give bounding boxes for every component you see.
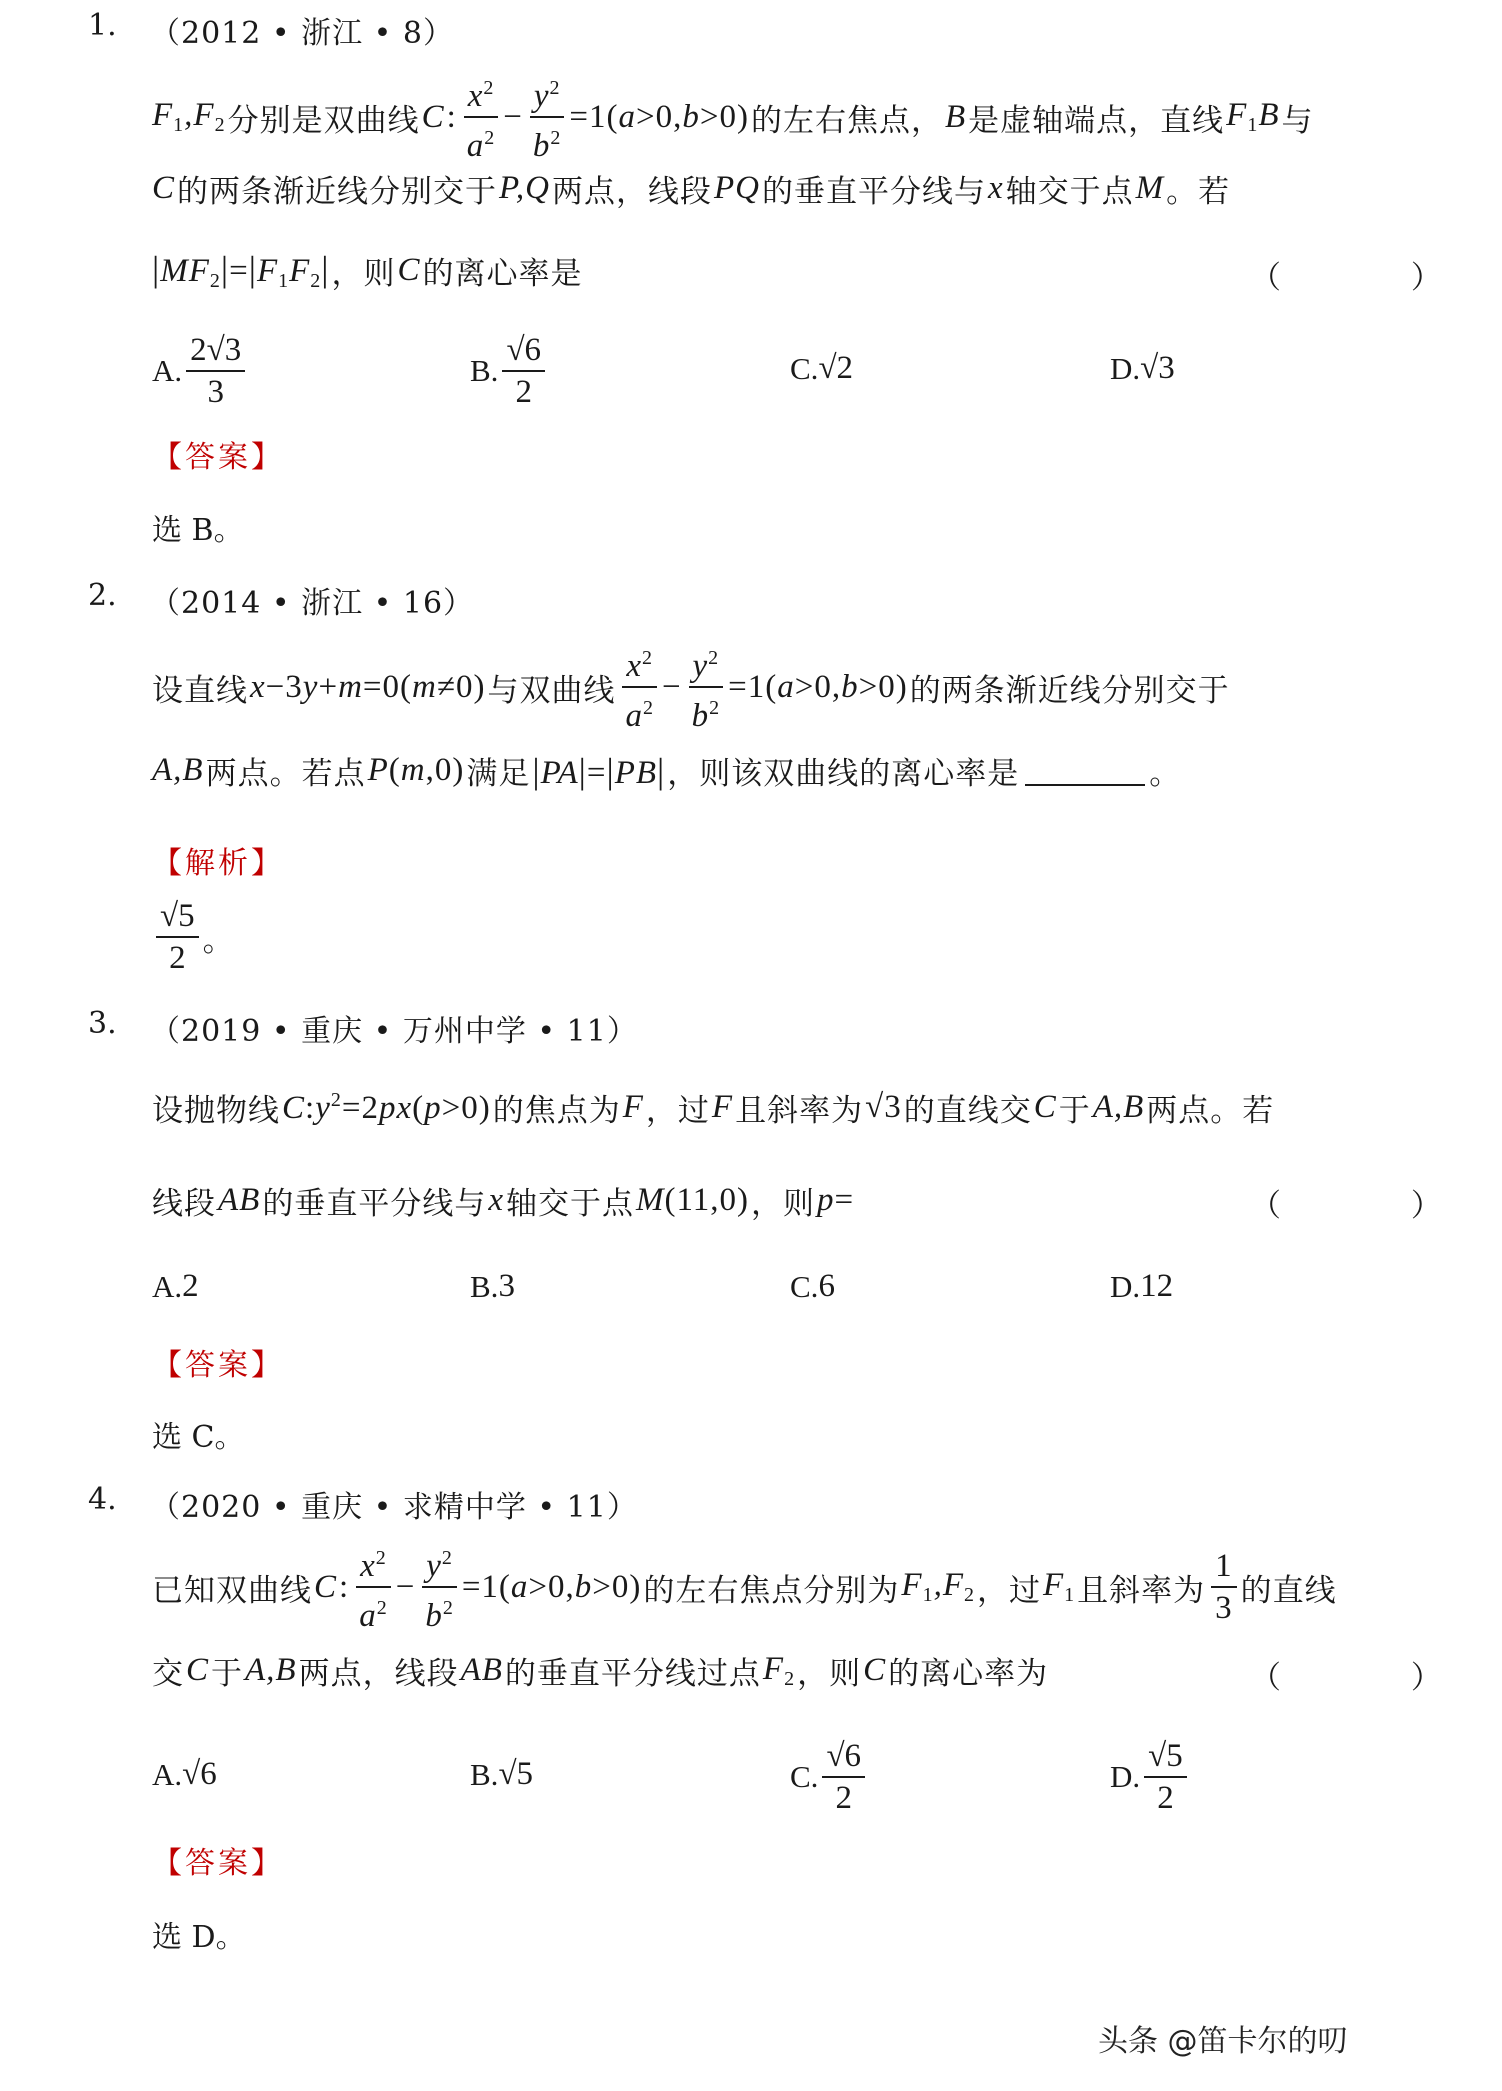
problem-1-option-c (790, 350, 853, 387)
text: 交 (152, 1656, 184, 1692)
text: 于 (211, 1656, 244, 1692)
math-point-p: P(m,0) (367, 752, 465, 788)
text: 的直线 (1240, 1572, 1337, 1609)
text: 设抛物线 (152, 1093, 280, 1129)
text: 的直线交 (903, 1093, 1032, 1129)
option-fraction (822, 1738, 865, 1816)
text: ，则该双曲线的离心率是 (667, 756, 1020, 792)
denominator: 3 (207, 374, 224, 410)
problem-1-line-3 (152, 248, 585, 293)
math-ab: A,B (245, 1652, 297, 1688)
text: 两点，线段 (298, 1656, 459, 1692)
text: 轴交于点 (505, 1186, 634, 1222)
problem-1-option-d (1110, 350, 1175, 387)
option-label: D. (1110, 1759, 1141, 1794)
fraction-y2-b2: $\frac{y^2}{b^2}$ (529, 70, 566, 164)
problem-4-answer: 选 D。 (152, 1920, 246, 1955)
option-label: B. (470, 1268, 499, 1304)
text: 两点。若 (1146, 1093, 1275, 1129)
problem-1-option-a (152, 332, 249, 410)
text: 满足 (466, 756, 531, 792)
math-pq: P,Q (499, 170, 551, 206)
problem-2-answer (152, 898, 234, 976)
text: 的两条渐近线分别交于 (177, 174, 498, 210)
math-f: F (622, 1089, 644, 1125)
fraction-y2-b2: $\frac{y^2}{b^2}$ (688, 640, 725, 734)
math-ab: AB (460, 1652, 503, 1688)
text: 。 (1149, 756, 1182, 792)
text: 的左右焦点， (751, 102, 943, 139)
math-f1f2: $F_1,F_2$ (901, 1567, 975, 1606)
option-fraction (502, 332, 545, 410)
option-value: 2 (182, 1268, 199, 1304)
math-c: C (863, 1652, 887, 1688)
text: 线段 (152, 1186, 216, 1222)
text: ，过 (645, 1093, 710, 1129)
option-fraction (1144, 1738, 1187, 1816)
text: 且斜率为 (1077, 1572, 1206, 1609)
option-label: A. (152, 1268, 183, 1304)
problem-3-option-b (470, 1268, 515, 1305)
equation-rhs: =1(a>0,b>0) (569, 98, 749, 135)
math-b: B (945, 98, 967, 135)
problem-1-option-b (470, 332, 549, 410)
equation-rhs: =1(a>0,b>0) (728, 668, 908, 705)
answer-fraction (156, 898, 199, 976)
option-label: C. (790, 1268, 819, 1304)
numerator: 2√3 (186, 332, 245, 372)
math-pa-eq-pb: |PA|=|PB| (532, 750, 666, 791)
answer-parenthesis: （ ） (1250, 1188, 1502, 1224)
option-label: C. (790, 350, 819, 386)
math-c: C (186, 1652, 210, 1688)
math-c: C (1033, 1089, 1057, 1125)
text: 轴交于点 (1005, 174, 1134, 210)
option-label: A. (152, 1756, 183, 1792)
denominator: 2 (835, 1780, 852, 1816)
denominator: 2 (1157, 1780, 1174, 1816)
problem-4-option-a (152, 1756, 217, 1793)
text: 的焦点为 (492, 1093, 621, 1129)
problem-1-line-1 (152, 70, 1316, 164)
option-label: B. (470, 353, 499, 388)
text: 的左右焦点分别为 (643, 1572, 900, 1609)
text: ，过 (977, 1572, 1041, 1609)
text: 与双曲线 (487, 672, 616, 709)
minus: − (395, 1568, 416, 1605)
problem-4-line-2 (152, 1648, 1050, 1693)
colon: : (446, 98, 457, 135)
text: 的垂直平分线过点 (504, 1656, 761, 1692)
option-value: 3 (498, 1268, 515, 1304)
math-line-equation: x−3y+m=0(m≠0) (250, 668, 486, 705)
math-ab: A,B (152, 752, 204, 788)
option-value: √2 (818, 350, 854, 386)
problem-4-answer-tag: 【答案】 (152, 1846, 284, 1881)
option-value: √3 (1140, 350, 1175, 386)
problem-2-line-2 (152, 748, 1183, 793)
text: 两点。若点 (205, 756, 366, 792)
option-value: √6 (182, 1756, 217, 1792)
text: 与 (1281, 102, 1314, 139)
math-x: x (488, 1182, 504, 1218)
text: 是虚轴端点，直线 (968, 102, 1225, 139)
denominator: 2 (515, 374, 532, 410)
problem-3-option-d (1110, 1268, 1173, 1305)
problem-3-answer: 选 C。 (152, 1420, 245, 1455)
equation-rhs: =1(a>0,b>0) (461, 1568, 642, 1605)
math-p-eq: p= (817, 1182, 855, 1218)
problem-1-line-2 (152, 166, 1232, 211)
math-c: C (152, 170, 176, 206)
math-f1: $F_1$ (1043, 1567, 1076, 1606)
math-f1b: $F_1B$ (1226, 97, 1280, 136)
option-label: B. (470, 1756, 499, 1792)
problem-3-option-a (152, 1268, 199, 1305)
text: 。若 (1166, 174, 1231, 210)
text: ，则 (331, 256, 396, 292)
math-x: x (988, 170, 1004, 206)
numerator: √6 (822, 1738, 865, 1778)
fraction-x2-a2: $\frac{x^2}{a^2}$ (463, 70, 500, 164)
problem-3-number: 3. (88, 1006, 117, 1041)
problem-3-line-1 (152, 1085, 1276, 1130)
problem-4-option-d (1110, 1738, 1191, 1816)
text: 的两条渐近线分别交于 (909, 672, 1230, 709)
fraction-x2-a2: $\frac{x^2}{a^2}$ (621, 640, 658, 734)
problem-2-line-1 (152, 640, 1232, 734)
problem-2-analysis-tag: 【解析】 (152, 846, 284, 881)
problem-3-option-c (790, 1268, 835, 1305)
option-value: 6 (818, 1268, 835, 1304)
problem-4-option-b (470, 1756, 533, 1793)
minus: − (661, 668, 682, 705)
numerator: √5 (1144, 1738, 1187, 1778)
option-value: √5 (498, 1756, 534, 1792)
problem-1-number: 1. (88, 8, 117, 43)
problem-1-answer: 选 B。 (152, 513, 244, 548)
option-value: 12 (1140, 1268, 1174, 1304)
text: 的离心率是 (422, 256, 583, 292)
problem-3-source: （2019 • 重庆 • 万州中学 • 11） (150, 1014, 638, 1049)
text: 于 (1058, 1093, 1091, 1129)
math-c: C (397, 252, 421, 288)
numerator: √6 (502, 332, 545, 372)
math-c: C (421, 98, 445, 135)
text: 分别是双曲线 (227, 102, 420, 139)
problem-4-source: （2020 • 重庆 • 求精中学 • 11） (150, 1490, 638, 1525)
answer-end: 。 (202, 922, 234, 959)
math-sqrt3: √3 (865, 1089, 902, 1125)
math-f1: $F_1,F_2$ (152, 97, 226, 136)
text: 的离心率为 (888, 1656, 1049, 1692)
problem-3-line-2 (152, 1178, 856, 1223)
answer-parenthesis: （ ） (1250, 1660, 1502, 1696)
math-pq: PQ (714, 170, 761, 206)
math-ab: A,B (1092, 1089, 1145, 1125)
math-mf2-eq-f1f2: $|MF_2|=|F_1F_2|$ (152, 249, 330, 292)
math-ab: AB (218, 1182, 261, 1218)
text: 的垂直平分线与 (262, 1186, 487, 1222)
denominator: 2 (169, 940, 186, 976)
fraction-y2-b2: $\frac{y^2}{b^2}$ (421, 1540, 458, 1634)
watermark: 头条 @笛卡尔的叨 (1098, 2024, 1348, 2059)
problem-4-option-c (790, 1738, 869, 1816)
math-point-m: M(11,0) (635, 1182, 749, 1218)
minus: − (503, 98, 523, 135)
fill-blank (1025, 756, 1145, 786)
math-f2: $F_2$ (762, 1650, 796, 1690)
problem-4-number: 4. (88, 1482, 117, 1517)
colon: : (339, 1568, 350, 1605)
text: ，则 (751, 1186, 815, 1222)
problem-1-source: （2012 • 浙江 • 8） (150, 16, 454, 51)
fraction-one-third: $\frac{1}{3}$ (1211, 1548, 1237, 1626)
problem-1-answer-tag: 【答案】 (152, 440, 284, 475)
math-parabola: $C:y^2=2px(p>0)$ (282, 1088, 491, 1126)
problem-4-line-1 (152, 1540, 1339, 1634)
text: ，则 (797, 1656, 862, 1692)
problem-3-answer-tag: 【答案】 (152, 1348, 284, 1383)
option-label: C. (790, 1759, 819, 1794)
option-label: A. (152, 353, 183, 388)
text: 设直线 (152, 672, 248, 709)
text: 且斜率为 (735, 1093, 864, 1129)
text: 已知双曲线 (152, 1572, 312, 1609)
fraction-x2-a2: $\frac{x^2}{a^2}$ (355, 1540, 392, 1634)
option-fraction (186, 332, 245, 410)
option-label: D. (1110, 350, 1141, 386)
math-m: M (1135, 170, 1165, 206)
numerator: √5 (156, 898, 199, 938)
problem-2-number: 2. (88, 578, 117, 613)
problem-2-source: （2014 • 浙江 • 16） (150, 586, 475, 621)
text: 的垂直平分线与 (762, 174, 987, 210)
math-f: F (711, 1089, 734, 1125)
answer-parenthesis: （ ） (1250, 260, 1502, 296)
option-label: D. (1110, 1268, 1141, 1304)
text: 两点，线段 (552, 174, 713, 210)
math-c: C (314, 1568, 338, 1605)
